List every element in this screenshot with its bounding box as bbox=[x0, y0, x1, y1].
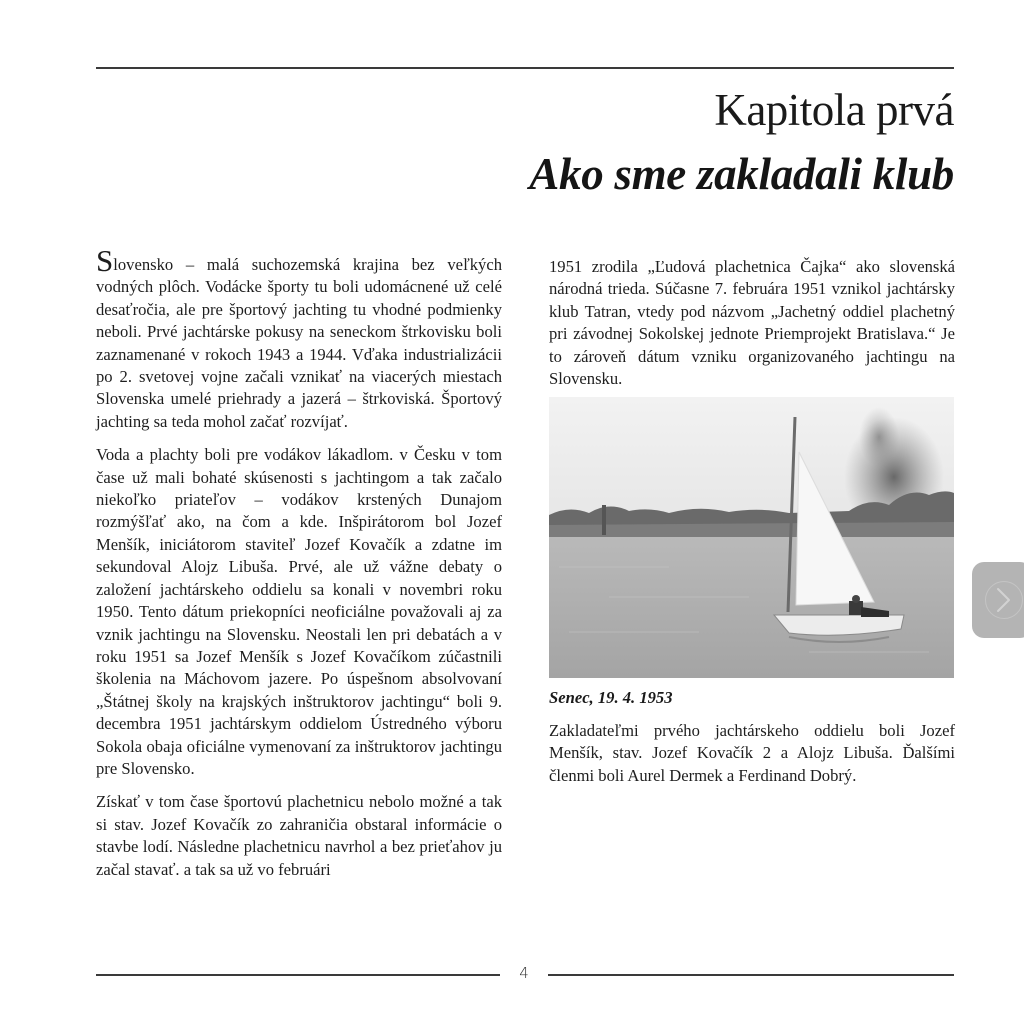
sailboat-photo bbox=[549, 397, 954, 678]
paragraph-club-members: Zakladateľmi prvého jachtárskeho oddielu boli Jozef Menšík, stav. Jozef Kovačík 2 a Alojz Libuša. Ďalšími členmi boli Aurel Dermek a Ferdinand Dobrý. bbox=[549, 721, 955, 785]
paragraph-intro-text: lovensko – malá suchozemská krajina bez veľkých vodných plôch. Vodácke športy tu boli udomácnené už celé desaťročia, ale pre športový jachting tu vhodné podmienky neboli. Prvé jachtárske pokusy na seneckom štrkovisku boli zaznamenané v rokoch 1943 a 1944. Vďaka industrializácii po 2. svetovej vojne začali vznikať na viacerých miestach Slovenska umelé priehrady a jazerá – štrkoviská. Športový jachting sa teda mohol začať rozvíjať. bbox=[96, 255, 502, 431]
chevron-right-icon bbox=[994, 586, 1014, 614]
left-column bbox=[96, 243, 502, 892]
chapter-label: Kapitola prvá bbox=[714, 85, 954, 135]
chapter-title: Ako sme zakladali klub bbox=[529, 149, 954, 199]
next-page-button[interactable] bbox=[972, 562, 1024, 638]
right-column bbox=[549, 256, 955, 401]
footer-rule-left bbox=[96, 974, 500, 976]
header-rule bbox=[96, 67, 954, 69]
photo-caption: Senec, 19. 4. 1953 bbox=[549, 688, 673, 707]
paragraph-intro bbox=[96, 243, 502, 433]
paragraph-boat: Získať v tom čase športovú plachetnicu nebolo možné a tak si stav. Jozef Kovačík zo zahraničia obstaral informácie o stavbe lodí. Následne plachetnicu navrhol a bez prieťahov ju začal stavať. a tak sa už vo februári bbox=[96, 792, 502, 879]
paragraph-founders: Voda a plachty boli pre vodákov lákadlom. v Česku v tom čase už mali bohaté skúsenosti s jachtingom a tak začalo niekoľko priateľov – vodákov krstených Dunajom rozmýšľať ako, na čom a kde. Inšpirátorom bol Jozef Menšík, iniciátorom staviteľ Jozef Kovačík a zdatne im sekundoval Alojz Libuša. Prvé, ale už vážne debaty o založení jachtárskeho oddielu sa konali v novembri roku 1950. Tento dátum priekopníci neoficiálne považovali aj za vznik jachtingu na Slovensku. Neostali len pri debatách a v roku 1951 sa Jozef Menšík s Jozef Kovačíkom zúčastnili školenia na Máchovom jazere. Po úspešnom absolvovaní „Štátnej školy na krajských inštruktorov jachtingu“ boli 9. decembra 1951 jachtárskym oddielom Ústredného výboru Sokola obaja oficiálne vymenovaní za inštruktorov jachtingu pre Slovensko. bbox=[96, 445, 502, 778]
paragraph-club-founding: 1951 zrodila „Ľudová plachetnica Čajka“ ako slovenská národná trieda. Súčasne 7. februára 1951 vznikol jachtársky klub Tatran, vtedy pod názvom „Jachetný oddiel plachetný pri závodnej Sokolskej jednote Priemprojekt Bratislava.“ Je to zároveň dátum vzniku organizovaného jachtingu na Slovensku. bbox=[549, 257, 955, 389]
drop-cap: S bbox=[96, 243, 114, 278]
footer-rule-right bbox=[548, 974, 954, 976]
page-number: 4 bbox=[519, 964, 529, 982]
